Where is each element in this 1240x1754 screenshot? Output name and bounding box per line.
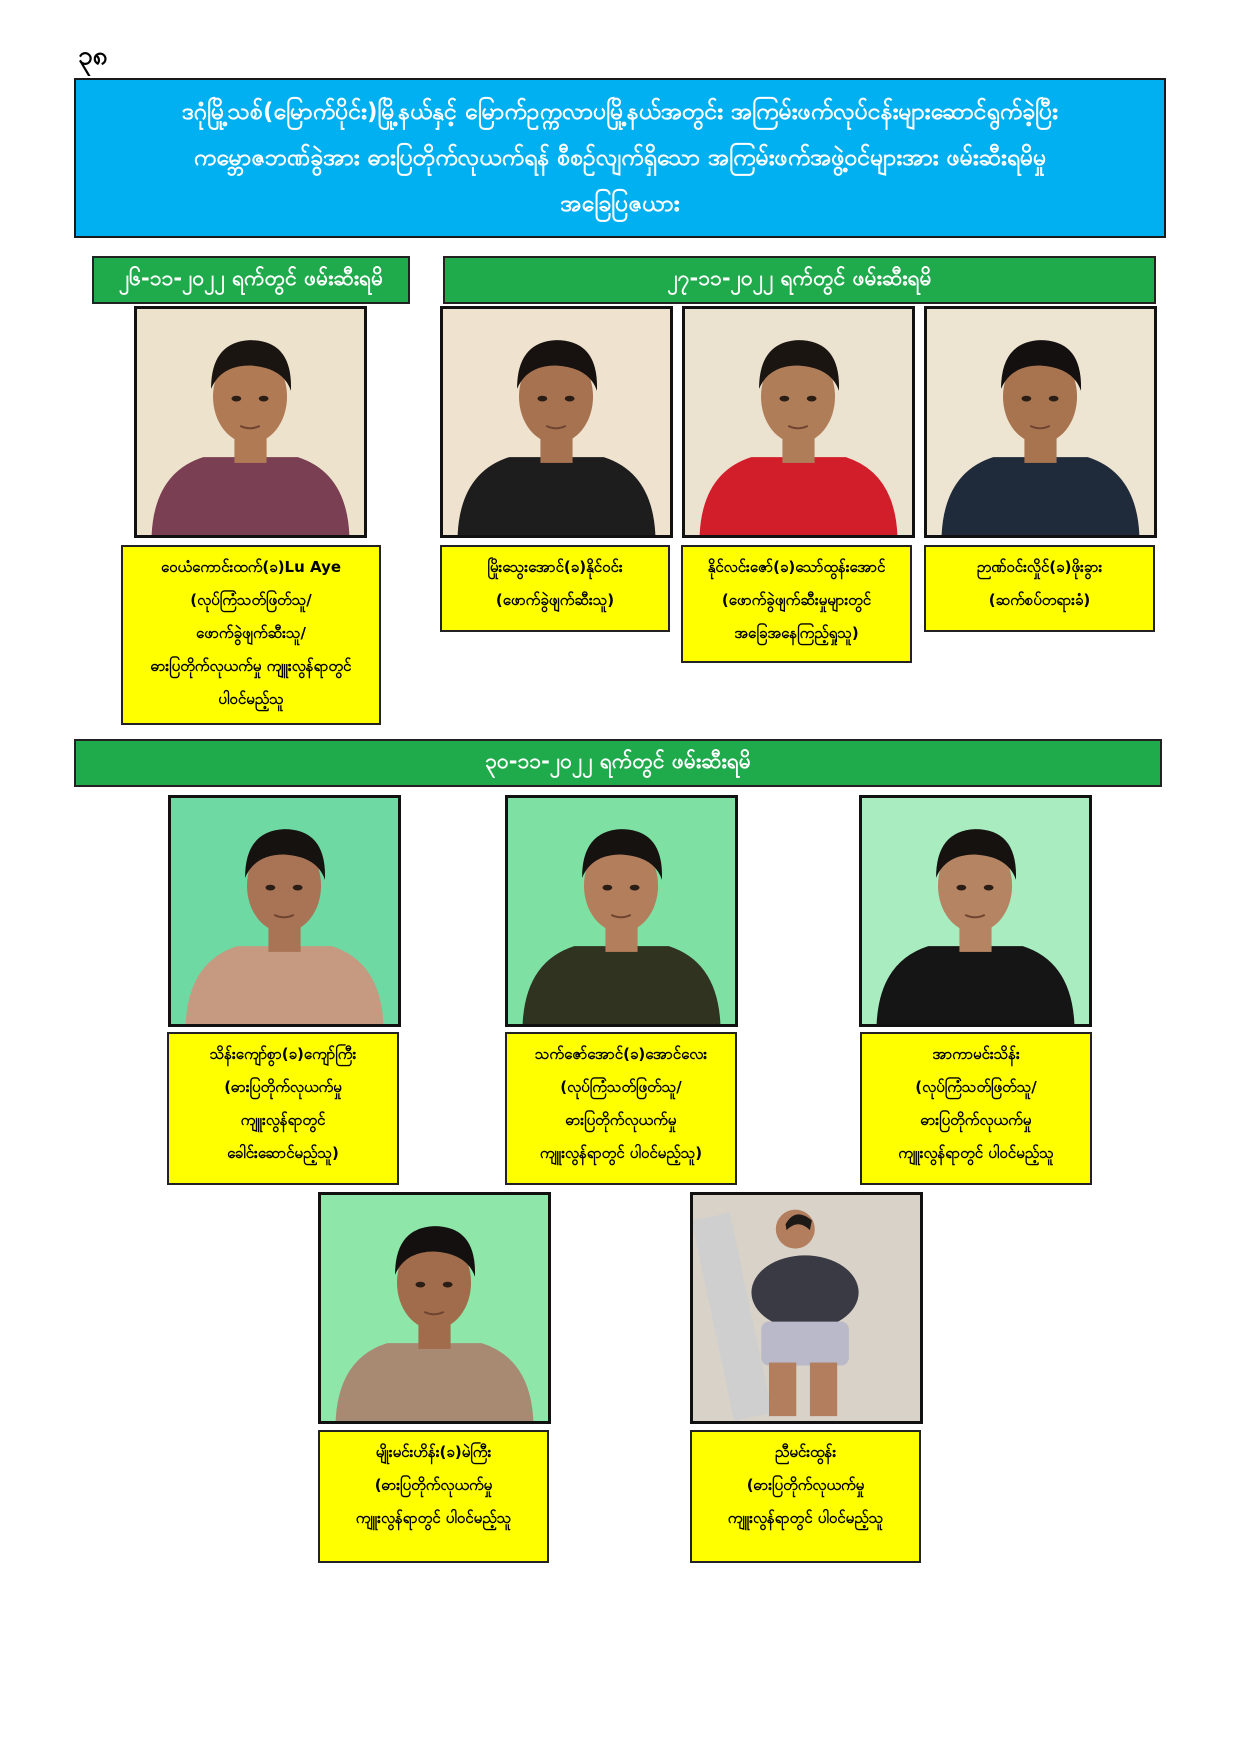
person-eye — [630, 885, 640, 891]
suspect-name: သက်ဇော်အောင်(ခ)အောင်လေး — [534, 1045, 708, 1063]
suspect-photo — [859, 795, 1092, 1027]
suspect-photo — [440, 306, 673, 538]
person-eye — [1049, 396, 1059, 402]
person-shirt — [458, 457, 656, 535]
suspect-caption — [318, 1430, 549, 1563]
suspect-role: ကျူးလွန်ရာတွင် — [240, 1111, 326, 1129]
suspect-role: (ဓားပြတိုက်လုယက်မှု — [746, 1476, 865, 1494]
portrait-illustration — [137, 309, 364, 535]
person-eye — [565, 396, 575, 402]
suspect-role: (ဆက်စပ်တရားခံ) — [988, 591, 1091, 609]
suspect-photo — [318, 1192, 551, 1424]
person-eye — [293, 885, 303, 891]
suspect-photo — [505, 795, 738, 1027]
date-bar-26-11: ၂၆-၁၁-၂၀၂၂ ရက်တွင် ဖမ်းဆီးရမိ — [92, 256, 410, 304]
suspect-role: ကျူးလွန်ရာတွင် ပါဝင်မည့်သူ) — [539, 1144, 703, 1162]
portrait-illustration — [508, 798, 735, 1024]
suspect-role: ပါဝင်မည့်သူ — [218, 690, 284, 708]
suspect-caption — [681, 545, 912, 663]
person-eye — [538, 396, 548, 402]
person-eye — [957, 885, 967, 891]
person-eye — [259, 396, 269, 402]
portrait-illustration — [171, 798, 398, 1024]
date-bar-27-11: ၂၇-၁၁-၂၀၂၂ ရက်တွင် ဖမ်းဆီးရမိ — [443, 256, 1156, 304]
person-shirt — [336, 1343, 534, 1421]
suspect-role: (ဖောက်ခွဲဖျက်ဆီးသူ) — [495, 591, 615, 609]
suspect-name: အာကာမင်းသိန်း — [932, 1045, 1020, 1063]
suspect-caption — [121, 545, 381, 725]
title-line-1: ဒဂုံမြို့သစ်(မြောက်ပိုင်း)မြို့နယ်နှင့် မြောက်ဥက္ကလာပမြို့နယ်အတွင်း အကြမ်းဖက်လုပ်ငန်းများဆောင်ရွက်ခဲ့ပြီး — [182, 99, 1058, 125]
suspect-role: ဓားပြတိုက်လုယက်မှု ကျူးလွန်ရာတွင် — [150, 657, 352, 675]
suspect-role: ဓားပြတိုက်လုယက်မှု — [920, 1111, 1032, 1129]
person-shirt — [700, 457, 898, 535]
suspect-role: ဓားပြတိုက်လုယက်မှု — [565, 1111, 677, 1129]
suspect-role: ကျူးလွန်ရာတွင် ပါဝင်မည့်သူ — [355, 1509, 512, 1527]
title-line-3: အခြေပြဇယား — [560, 191, 680, 217]
suspect-name: ဉာဏ်ဝင်းလှိုင်(ခ)ဖိုးခွား — [976, 558, 1103, 576]
figure-leg — [769, 1363, 796, 1417]
suspect-role: ခေါင်းဆောင်မည့်သူ) — [227, 1144, 339, 1162]
person-eye — [416, 1282, 426, 1288]
portrait-illustration — [927, 309, 1154, 535]
suspect-photo — [134, 306, 367, 538]
person-eye — [984, 885, 994, 891]
suspect-role: (ဓားပြတိုက်လုယက်မှု — [374, 1476, 493, 1494]
person-eye — [603, 885, 613, 891]
title-line-2: ကမ္ဘောဇဘဏ်ခွဲအား ဓားပြတိုက်လုယက်ရန် စီစဉ်လျက်ရှိသော အကြမ်းဖက်အဖွဲ့ဝင်များအား ဖမ်းဆီးရမိမှု — [193, 145, 1047, 171]
suspect-role: ကျူးလွန်ရာတွင် ပါဝင်မည့်သူ — [898, 1144, 1054, 1162]
suspect-name: နိုင်လင်းဇော်(ခ)သော်ထွန်းအောင် — [707, 558, 886, 576]
person-eye — [1022, 396, 1032, 402]
suspect-name: ညီမင်းထွန်း — [774, 1443, 837, 1461]
suspect-name: သိန်းကျော်စွာ(ခ)ကျော်ကြီး — [209, 1045, 357, 1063]
suspect-caption — [167, 1032, 399, 1185]
figure-shorts — [761, 1322, 849, 1366]
suspect-photo — [682, 306, 915, 538]
suspect-name: ဝေယံကောင်းထက်(ခ)Lu Aye — [160, 558, 342, 576]
portrait-illustration — [685, 309, 912, 535]
suspect-caption — [860, 1032, 1092, 1185]
figure-torso — [751, 1255, 858, 1329]
suspect-role: (လုပ်ကြံသတ်ဖြတ်သူ/ — [915, 1078, 1037, 1096]
person-shirt — [523, 946, 721, 1024]
suspect-name: မြိုးသွေးအောင်(ခ)နိုင်ဝင်း — [487, 558, 623, 576]
portrait-illustration — [693, 1195, 920, 1421]
date-bar-30-11: ၃၀-၁၁-၂၀၂၂ ရက်တွင် ဖမ်းဆီးရမိ — [74, 739, 1162, 787]
portrait-illustration — [862, 798, 1089, 1024]
person-shirt — [186, 946, 384, 1024]
person-eye — [807, 396, 817, 402]
suspect-photo — [924, 306, 1157, 538]
suspect-role: ကျူးလွန်ရာတွင် ပါဝင်မည့်သူ — [727, 1509, 884, 1527]
suspect-caption — [440, 545, 670, 632]
suspect-role: အခြေအနေကြည့်ရှုသူ) — [734, 624, 859, 642]
suspect-name: မျိုးမင်းဟိန်း(ခ)မဲကြီး — [375, 1443, 492, 1461]
suspect-role: (လုပ်ကြံသတ်ဖြတ်သူ/ — [560, 1078, 682, 1096]
person-shirt — [877, 946, 1075, 1024]
figure-leg — [810, 1363, 837, 1417]
suspect-role: (ဖောက်ခွဲဖျက်ဆီးမှုများတွင် — [721, 591, 872, 609]
person-eye — [780, 396, 790, 402]
person-shirt — [152, 457, 350, 535]
portrait-illustration — [443, 309, 670, 535]
person-shirt — [942, 457, 1140, 535]
person-eye — [266, 885, 276, 891]
title-box — [74, 78, 1166, 238]
suspect-role: (ဓားပြတိုက်လုယက်မှု — [224, 1078, 342, 1096]
suspect-caption — [924, 545, 1155, 632]
portrait-illustration — [321, 1195, 548, 1421]
suspect-role: ဖောက်ခွဲဖျက်ဆီးသူ/ — [196, 624, 306, 642]
person-eye — [443, 1282, 453, 1288]
suspect-photo — [690, 1192, 923, 1424]
suspect-caption — [505, 1032, 737, 1185]
page-number: ၃၈ — [78, 41, 108, 71]
suspect-role: (လုပ်ကြံသတ်ဖြတ်သူ/ — [190, 591, 312, 609]
suspect-caption — [690, 1430, 921, 1563]
suspect-photo — [168, 795, 401, 1027]
person-eye — [232, 396, 242, 402]
